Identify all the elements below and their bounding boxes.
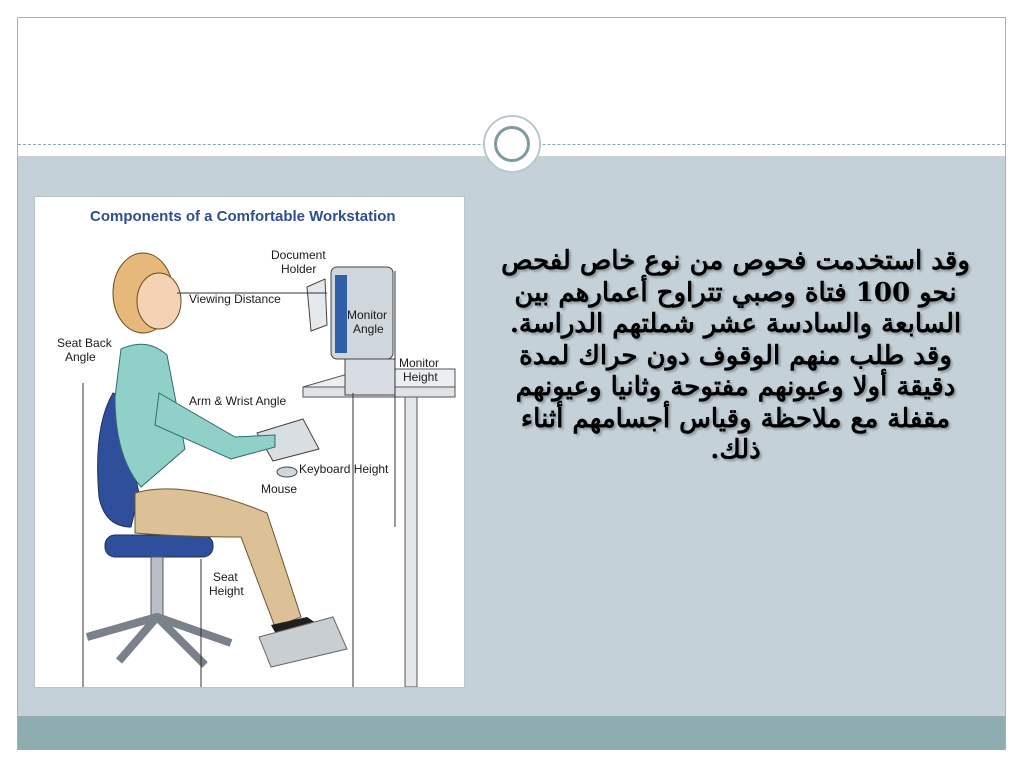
arm-wrist-angle-label: Arm & Wrist Angle (189, 394, 287, 408)
slide-body-text: وقد استخدمت فحوص من نوع خاص لفحص نحو 100 فتاة وصبي تتراوح أعمارهم بين السابعة والسادسة عشر شملتهم الدراسة. وقد طلب منهم الوقوف دون حراك لمدة دقيقة أولا وعيونهم مفتوحة وثانيا وعيونهم مقفلة مع ملاحظة وقياس أجسامهم أثناء ذلك. (501, 246, 970, 465)
workstation-diagram (35, 197, 464, 687)
monitor-angle-label-2: Angle (353, 322, 384, 336)
document-holder-label-2: Holder (281, 262, 317, 276)
viewing-distance-label: Viewing Distance (189, 292, 281, 306)
monitor-stand (345, 359, 395, 395)
desk-leg (405, 397, 417, 687)
chair-seat (105, 535, 213, 557)
monitor-height-label-2: Height (403, 370, 438, 384)
workstation-illustration (34, 196, 465, 688)
footer-band (18, 716, 1005, 750)
document-holder (307, 279, 327, 331)
seat-height-label: Seat (213, 570, 238, 584)
person-face (137, 273, 181, 329)
mouse-label: Mouse (261, 482, 298, 496)
keyboard-height-label: Keyboard Height (299, 462, 389, 476)
seat-back-angle-label-2: Angle (65, 350, 96, 364)
monitor-angle-label: Monitor (347, 308, 388, 322)
slide (17, 17, 1006, 750)
seat-height-label-2: Height (209, 584, 244, 598)
monitor-height-label: Monitor (399, 356, 440, 370)
chair-base (87, 617, 231, 665)
chair-post (151, 557, 163, 619)
mouse (277, 467, 297, 477)
circle-ornament-icon (483, 115, 541, 173)
seat-back-angle-label: Seat Back (57, 336, 112, 350)
ornament-ring (494, 126, 530, 162)
diagram-title: Components of a Comfortable Workstation (90, 208, 396, 225)
document-holder-label: Document (271, 248, 326, 262)
monitor-screen (335, 275, 347, 353)
